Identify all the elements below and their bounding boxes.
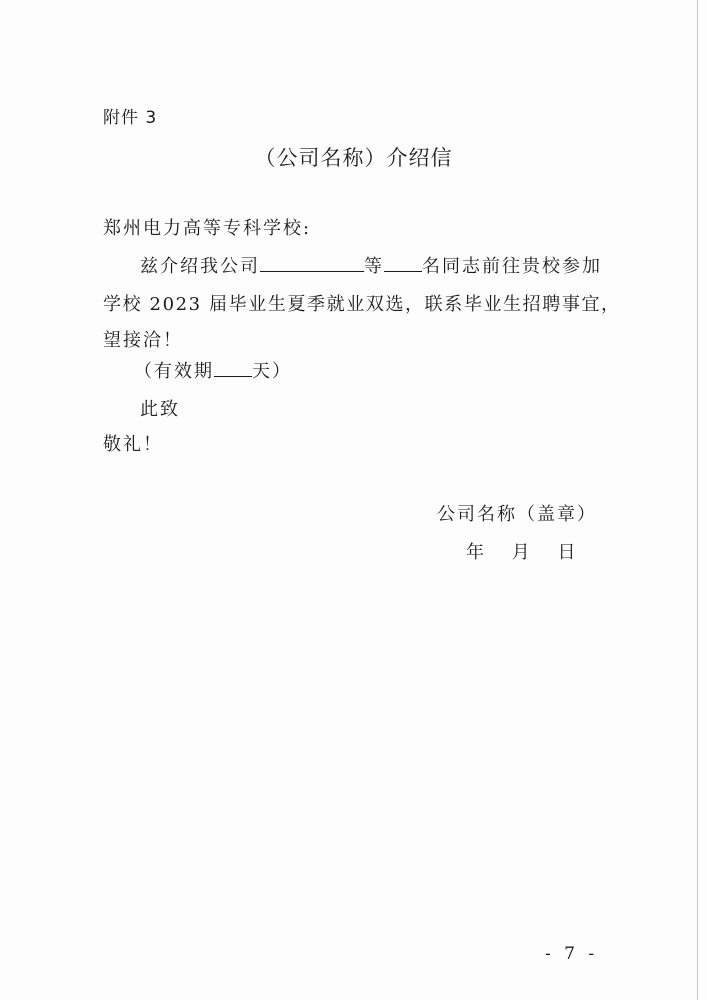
validity-text-start: （有效期 — [134, 361, 214, 382]
body-line-1 — [140, 252, 602, 278]
closing-jing-li: 敬礼！ — [103, 434, 163, 455]
validity-text-end: 天） — [252, 361, 292, 382]
validity-line — [134, 357, 292, 383]
body-text-introduce: 兹介绍我公司 — [140, 256, 260, 277]
count-blank — [384, 254, 422, 272]
recipient-line: 郑州电力高等专科学校: — [103, 218, 312, 239]
closing-ci-zhi: 此致 — [140, 399, 180, 420]
company-seal-line: 公司名称（盖章） — [437, 504, 597, 525]
date-line: 年 月 日 — [466, 542, 578, 563]
body-line-3: 望接洽！ — [103, 330, 183, 351]
body-text-attend: 名同志前往贵校参加 — [422, 256, 602, 277]
attachment-label: 附件 3 — [103, 108, 158, 128]
validity-days-blank — [214, 359, 252, 377]
names-blank — [260, 254, 364, 272]
body-text-deng: 等 — [364, 256, 384, 277]
body-line-2: 学校 2023 届毕业生夏季就业双选，联系毕业生招聘事宜， — [103, 294, 621, 315]
page-number: - 7 - — [545, 944, 599, 964]
letter-title: （公司名称）介绍信 — [254, 146, 453, 170]
